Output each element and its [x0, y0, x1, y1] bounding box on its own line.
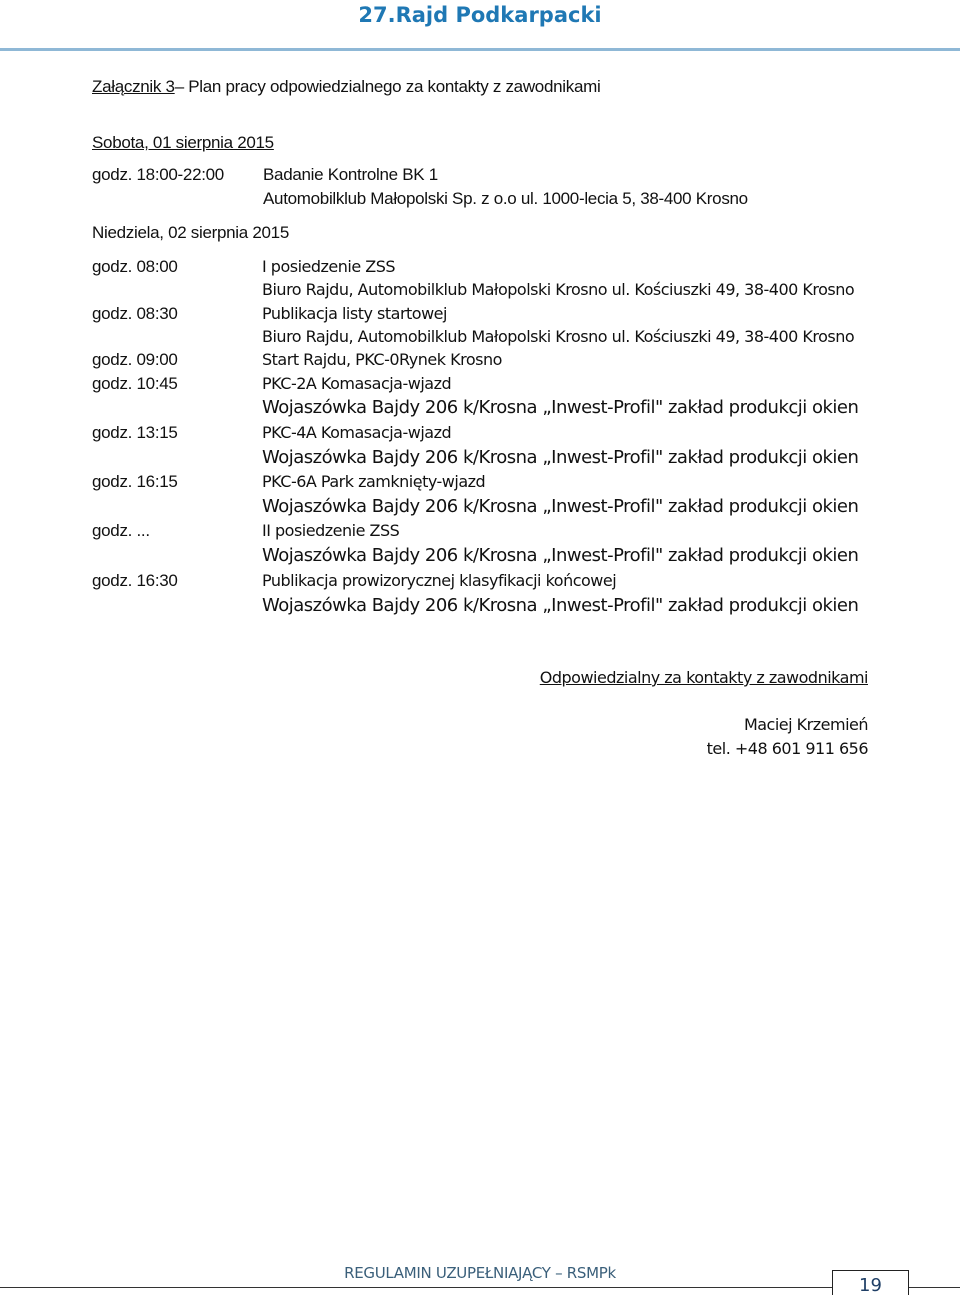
sunday-date: Niedziela, 02 sierpnia 2015: [92, 223, 289, 242]
schedule-time: godz. 09:00: [92, 350, 178, 369]
attachment-dash: –: [174, 77, 184, 96]
page-number: 19: [832, 1270, 909, 1295]
header-divider: [0, 48, 960, 51]
schedule-event: PKC-4A Komasacja-wjazd: [262, 423, 452, 442]
schedule-time: godz. 08:00: [92, 257, 178, 276]
contact-phone: tel. +48 601 911 656: [706, 739, 868, 758]
contact-name: Maciej Krzemień: [743, 715, 868, 734]
saturday-date: Sobota, 01 sierpnia 2015: [92, 133, 274, 152]
schedule-location: Biuro Rajdu, Automobilklub Małopolski Krosno ul. Kościuszki 49, 38-400 Krosno: [262, 280, 855, 299]
saturday-event: Badanie Kontrolne BK 1: [263, 165, 438, 184]
schedule-location: Wojaszówka Bajdy 206 k/Krosna „Inwest-Profil" zakład produkcji okien: [262, 397, 859, 418]
schedule-event: Start Rajdu, PKC-0Rynek Krosno: [262, 350, 502, 369]
schedule-location: Wojaszówka Bajdy 206 k/Krosna „Inwest-Profil" zakład produkcji okien: [262, 447, 859, 468]
schedule-location: Biuro Rajdu, Automobilklub Małopolski Krosno ul. Kościuszki 49, 38-400 Krosno: [262, 327, 855, 346]
schedule-time: godz. ...: [92, 521, 150, 540]
schedule-event: Publikacja listy startowej: [262, 304, 447, 323]
attachment-heading: [92, 77, 600, 97]
schedule-location: Wojaszówka Bajdy 206 k/Krosna „Inwest-Profil" zakład produkcji okien: [262, 545, 859, 566]
attachment-label: Załącznik 3: [92, 77, 175, 96]
schedule-time: godz. 16:30: [92, 571, 178, 590]
saturday-time: godz. 18:00-22:00: [92, 165, 224, 184]
schedule-location: Wojaszówka Bajdy 206 k/Krosna „Inwest-Profil" zakład produkcji okien: [262, 496, 859, 517]
schedule-location: Wojaszówka Bajdy 206 k/Krosna „Inwest-Profil" zakład produkcji okien: [262, 595, 859, 616]
schedule-event: Publikacja prowizorycznej klasyfikacji końcowej: [262, 571, 617, 590]
attachment-title: Plan pracy odpowiedzialnego za kontakty z zawodnikami: [183, 77, 601, 96]
schedule-time: godz. 13:15: [92, 423, 178, 442]
schedule-event: PKC-6A Park zamknięty-wjazd: [262, 472, 486, 491]
schedule-event: I posiedzenie ZSS: [262, 257, 396, 276]
schedule-time: godz. 16:15: [92, 472, 178, 491]
contact-role: Odpowiedzialny za kontakty z zawodnikami: [539, 668, 868, 687]
schedule-time: godz. 10:45: [92, 374, 178, 393]
document-header-title: 27.Rajd Podkarpacki: [358, 3, 602, 27]
footer-divider: [0, 1287, 960, 1288]
schedule-event: PKC-2A Komasacja-wjazd: [262, 374, 452, 393]
schedule-event: II posiedzenie ZSS: [262, 521, 400, 540]
footer-text: REGULAMIN UZUPEŁNIAJĄCY – RSMPk: [344, 1264, 616, 1282]
saturday-location: Automobilklub Małopolski Sp. z o.o ul. 1000-lecia 5, 38-400 Krosno: [263, 189, 748, 208]
schedule-time: godz. 08:30: [92, 304, 178, 323]
